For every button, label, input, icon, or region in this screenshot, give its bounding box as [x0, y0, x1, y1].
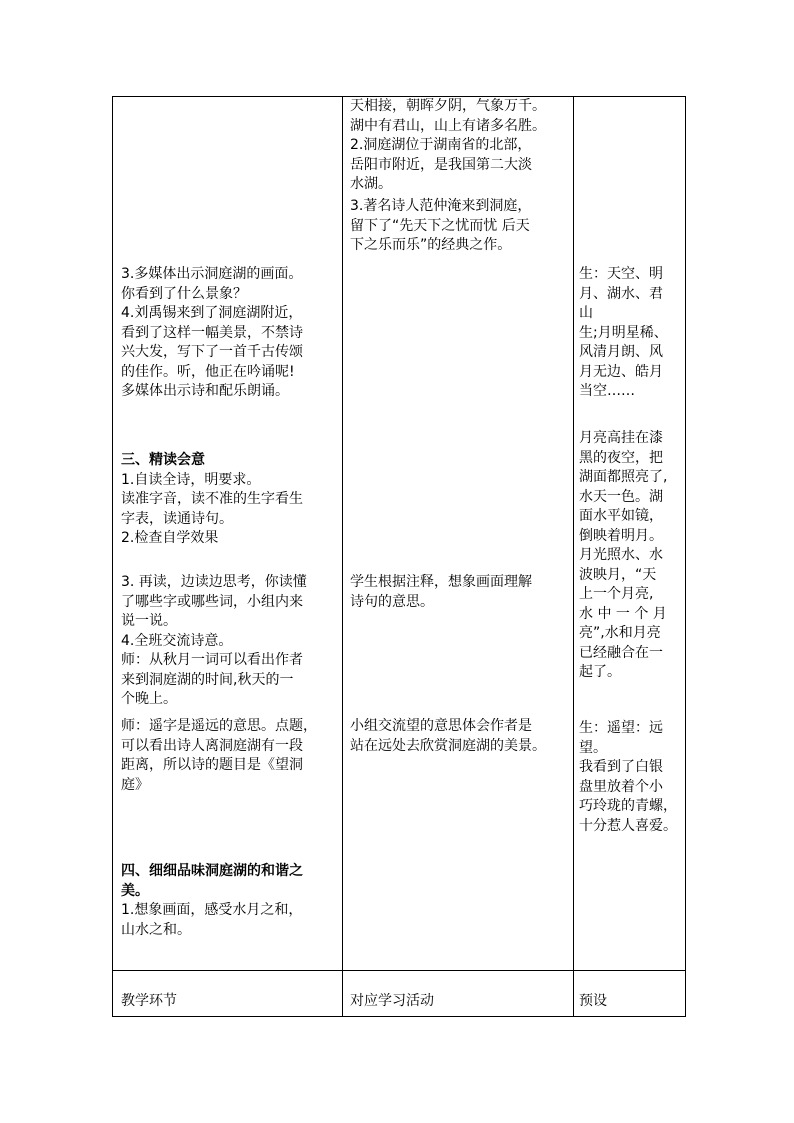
col3-text-line: 月光照水、水	[579, 547, 663, 563]
col1-text-line: 美。	[121, 882, 149, 899]
col2-text-line: 学生根据注释，想象画面理解	[350, 574, 532, 590]
col1-text-line: 看到了这样一幅美景，不禁诗	[121, 324, 303, 341]
col1-text-line: 4.全班交流诗意。	[121, 632, 233, 649]
col1-text-line: 三、精读会意	[121, 452, 205, 468]
col1-text-line: 兴大发，写下了一首千古传颂	[121, 344, 303, 360]
col2-text-line: 下之乐而乐”的经典之作。	[350, 237, 512, 253]
col3-text-line: 倒映着明月。	[579, 527, 663, 544]
col1-text-line: 师：遥字是遥远的意思。点题，	[121, 718, 317, 734]
col3-text-line: 生：天空、明	[579, 266, 663, 282]
col2-text-line: 站在远处去欣赏洞庭湖的美景。	[350, 737, 546, 754]
col1-text-line: 庭》	[121, 776, 149, 793]
col3-text-line: 月亮高挂在漆	[579, 430, 663, 446]
col3-text-line: 月、湖水、君	[579, 285, 663, 302]
lesson-plan-table	[112, 96, 686, 1017]
col3-text-line: 生：遥望：远	[579, 720, 663, 736]
col1-text-line: 1.想象画面，感受水月之和，	[121, 902, 303, 918]
col3-text-line: 当空……	[579, 383, 635, 399]
col1-text-line: 读准字音，读不准的生字看生	[121, 491, 303, 507]
col2-text-line: 小组交流望的意思体会作者是	[350, 718, 532, 734]
col1-text-line: 说一说。	[121, 613, 177, 629]
col1-text-line: 的佳作。听，他正在吟诵呢!	[121, 363, 295, 380]
footer-row-divider	[113, 970, 685, 971]
col3-text-line: 亮”,水和月亮	[579, 625, 661, 641]
col1-text-line: 字表，读通诗句。	[121, 510, 233, 527]
col1-text-line: 3. 再读，边读边思考，你读懂	[121, 574, 307, 590]
col3-text-line: 望。	[579, 739, 607, 756]
col3-text-line: 湖面都照亮了,	[579, 469, 668, 485]
footer-expected-answers: 预设	[579, 993, 607, 1009]
col2-text-line: 诗句的意思。	[350, 593, 434, 610]
col1-text-line: 四、细细品味洞庭湖的和谐之	[121, 863, 303, 879]
col1-text-line: 多媒体出示诗和配乐朗诵。	[121, 383, 289, 399]
col3-text-line: 十分惹人喜爱。	[579, 817, 677, 834]
col1-text-line: 了哪些字或哪些词，小组内来	[121, 593, 303, 610]
col1-text-line: 距离，所以诗的题目是《望洞	[121, 757, 303, 773]
col1-text-line: 个晚上。	[121, 691, 177, 707]
col3-text-line: 黑的夜空，把	[579, 449, 663, 466]
col2-text-line: 岳阳市附近，是我国第二大淡	[350, 156, 532, 173]
column-divider-2	[573, 97, 574, 1016]
col1-text-line: 来到洞庭湖的时间,秋天的一	[121, 671, 294, 688]
col3-text-line: 风清月朗、风	[579, 344, 663, 360]
col2-text-line: 留下了“先天下之忧而忧 后天	[350, 217, 530, 234]
col1-text-line: 4.刘禹锡来到了洞庭湖附近，	[121, 305, 303, 321]
col3-text-line: 水 中 一 个 月	[579, 605, 667, 622]
col2-text-line: 3.著名诗人范仲淹来到洞庭，	[350, 198, 532, 214]
col3-text-line: 生;月明星稀、	[579, 324, 668, 341]
col2-text-line: 水湖。	[350, 176, 392, 192]
col3-text-line: 面水平如镜，	[579, 508, 663, 524]
col3-text-line: 盘里放着个小	[579, 778, 663, 795]
col3-text-line: 水天一色。湖	[579, 488, 663, 505]
col3-text-line: 山	[579, 305, 593, 321]
col2-text-line: 2.洞庭湖位于湖南省的北部，	[350, 137, 532, 153]
column-divider-1	[342, 97, 343, 1016]
col2-text-line: 湖中有君山，山上有诸多名胜。	[350, 117, 546, 134]
col1-text-line: 3.多媒体出示洞庭湖的画面。	[121, 266, 303, 282]
footer-learning-activities: 对应学习活动	[350, 993, 434, 1009]
col1-text-line: 1.自读全诗，明要求。	[121, 471, 261, 488]
col1-text-line: 山水之和。	[121, 921, 191, 938]
col1-text-line: 2.检查自学效果	[121, 530, 219, 546]
col3-text-line: 月无边、皓月	[579, 363, 663, 380]
col3-text-line: 波映月，“天	[579, 566, 657, 583]
footer-teaching-steps: 教学环节	[121, 993, 177, 1009]
col1-text-line: 你看到了什么景象？	[121, 285, 247, 302]
col2-text-line: 天相接，朝晖夕阴，气象万千。	[350, 98, 546, 114]
col3-text-line: 起了。	[579, 664, 621, 680]
col1-text-line: 师：从秋月一词可以看出作者	[121, 652, 303, 668]
col3-text-line: 我看到了白银	[579, 759, 663, 775]
col3-text-line: 巧玲珑的青螺，	[579, 798, 677, 814]
col3-text-line: 上一个月亮,	[579, 586, 654, 602]
col3-text-line: 已经融合在一	[579, 644, 663, 661]
col1-text-line: 可以看出诗人离洞庭湖有一段	[121, 737, 303, 754]
